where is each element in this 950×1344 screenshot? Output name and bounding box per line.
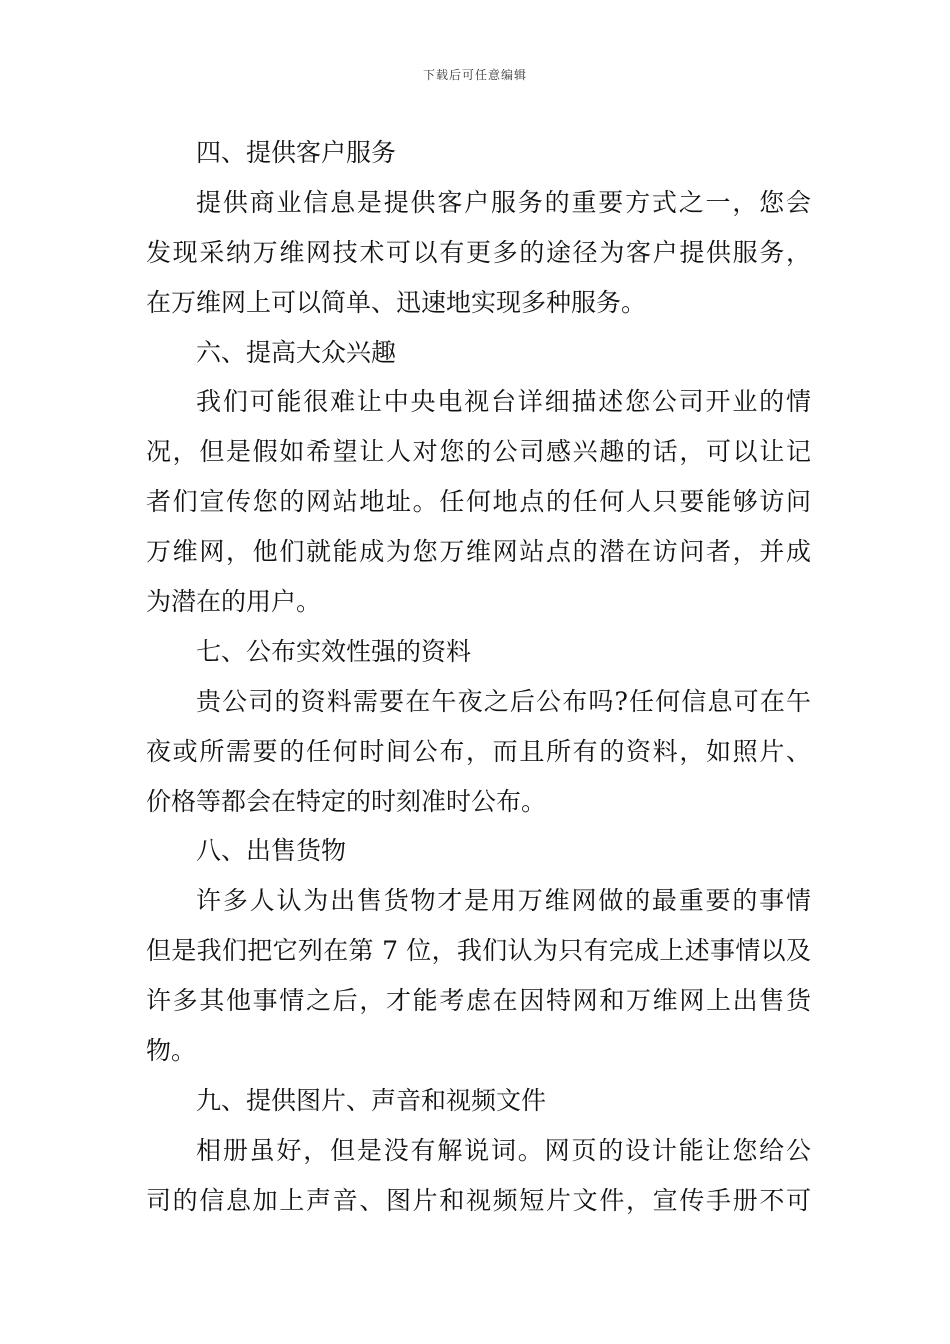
paragraph-line: 司的信息加上声音、图片和视频短片文件，宣传手册不可	[146, 1185, 811, 1215]
paragraph-line: 物。	[146, 1036, 197, 1066]
section-heading: 九、提供图片、声音和视频文件	[196, 1085, 547, 1115]
section-heading: 六、提高大众兴趣	[196, 337, 397, 367]
paragraph-line: 为潜在的用户。	[146, 587, 322, 617]
paragraph-line: 者们宣传您的网站地址。任何地点的任何人只要能够访问	[146, 487, 811, 517]
paragraph-line: 提供商业信息是提供客户服务的重要方式之一，您会	[196, 187, 811, 217]
page-header: 下载后可任意编辑	[422, 68, 527, 82]
document-body	[146, 128, 811, 1226]
paragraph-line: 我们可能很难让中央电视台详细描述您公司开业的情	[196, 387, 811, 417]
paragraph-line: 发现采纳万维网技术可以有更多的途径为客户提供服务，	[146, 237, 811, 267]
section-heading: 八、出售货物	[196, 836, 347, 866]
paragraph-line: 夜或所需要的任何时间公布，而且所有的资料，如照片、	[146, 736, 811, 766]
section-heading: 七、公布实效性强的资料	[196, 636, 472, 666]
paragraph-line: 价格等都会在特定的时刻准时公布。	[146, 786, 547, 816]
paragraph-line: 万维网，他们就能成为您万维网站点的潜在访问者，并成	[146, 537, 811, 567]
paragraph-line: 但是我们把它列在第 7 位，我们认为只有完成上述事情以及	[146, 936, 811, 966]
paragraph-line: 贵公司的资料需要在午夜之后公布吗?任何信息可在午	[196, 686, 811, 716]
paragraph-line: 况，但是假如希望让人对您的公司感兴趣的话，可以让记	[146, 437, 811, 467]
paragraph-line: 在万维网上可以简单、迅速地实现多种服务。	[146, 287, 647, 317]
paragraph-line: 许多其他事情之后，才能考虑在因特网和万维网上出售货	[146, 986, 811, 1016]
paragraph-line: 许多人认为出售货物才是用万维网做的最重要的事情	[196, 886, 811, 916]
paragraph-line: 相册虽好，但是没有解说词。网页的设计能让您给公	[196, 1135, 811, 1165]
section-heading: 四、提供客户服务	[196, 138, 397, 167]
